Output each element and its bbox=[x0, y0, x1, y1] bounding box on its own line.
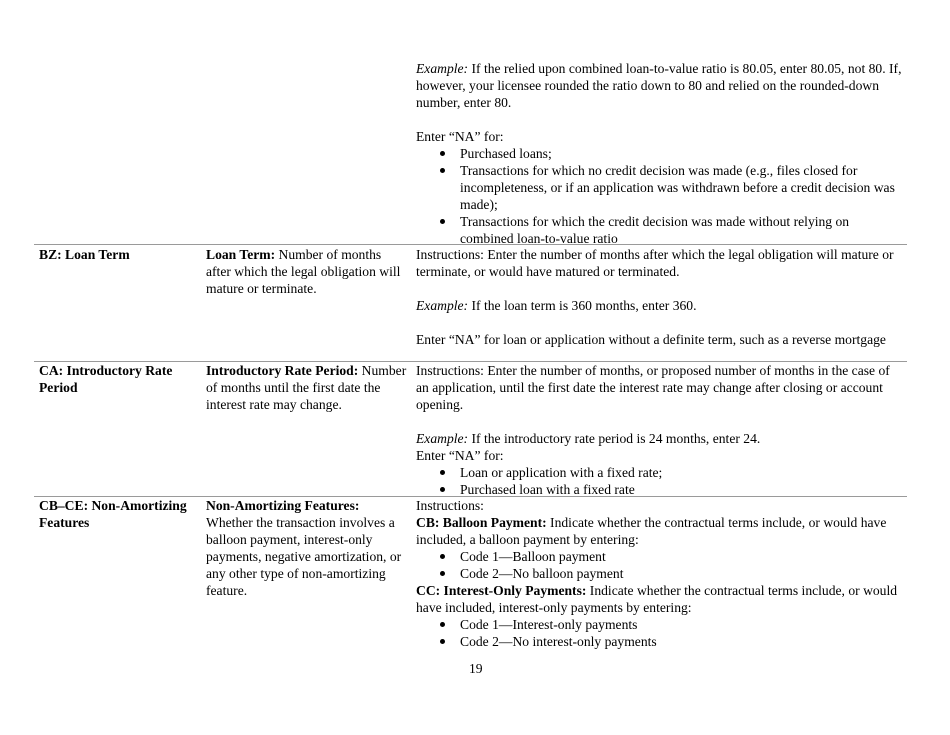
cltv-example: Example: If the relied upon combined loan-to-value ratio is 80.05, enter 80.05, not 80. If, however, your licensee rounded the ratio down to 80 and relied on the rounded-down number, enter 80. bbox=[416, 61, 902, 110]
na-intro: Enter “NA” for: bbox=[416, 129, 504, 144]
field-definition: Loan Term: Number of months after which the legal obligation will mature or terminate. bbox=[206, 247, 401, 296]
field-name: BZ: Loan Term bbox=[39, 247, 130, 262]
list-item: Purchased loans; bbox=[416, 145, 902, 162]
field-instructions: Instructions: Enter the number of months, or proposed number of months in the case of an application, until the first date the interest rate may change after closing or account opening. Example: If the introductory rate period is 24 months, enter 24. Enter “NA” for: Loan or application with a fixed rate; Purchased loan with a fixed rate bbox=[416, 362, 902, 498]
field-definition: Introductory Rate Period: Number of months until the first date the interest rate may change. bbox=[206, 363, 407, 412]
field-name: CA: Introductory Rate Period bbox=[39, 363, 173, 395]
list-item: Transactions for which no credit decision was made (e.g., files closed for incompleteness, or if an application was withdrawn before a credit decision was made); bbox=[416, 162, 902, 213]
balloon-payment: CB: Balloon Payment: Indicate whether the contractual terms include, or would have included, a balloon payment by entering: bbox=[416, 515, 887, 547]
interest-only-codes bbox=[416, 616, 902, 650]
list-item: Loan or application with a fixed rate; bbox=[416, 464, 902, 481]
list-item: Purchased loan with a fixed rate bbox=[416, 481, 902, 498]
list-item: Code 2—No balloon payment bbox=[416, 565, 902, 582]
example: Example: If the loan term is 360 months, enter 360. bbox=[416, 298, 697, 313]
field-name: CB–CE: Non-Amortizing Features bbox=[39, 498, 187, 530]
field-instructions: Instructions: CB: Balloon Payment: Indicate whether the contractual terms include, or would have included, a balloon payment by entering: Code 1—Balloon payment Code 2—No balloon payment CC: Interest-Only Payments: Indicate whether the contractual terms include, or would have included, interest-only payments by entering: Code 1—Interest-only payments Code 2—No interest-only payments bbox=[416, 497, 902, 650]
table-row bbox=[34, 244, 907, 362]
list-item: Code 1—Interest-only payments bbox=[416, 616, 902, 633]
na-list bbox=[416, 145, 902, 247]
interest-only-payments: CC: Interest-Only Payments: Indicate whether the contractual terms include, or would have included, interest-only payments by entering: bbox=[416, 583, 898, 615]
example: Example: If the introductory rate period is 24 months, enter 24. bbox=[416, 431, 761, 446]
table-row bbox=[34, 496, 907, 652]
list-item: Code 2—No interest-only payments bbox=[416, 633, 902, 650]
na-list bbox=[416, 464, 902, 498]
table-row bbox=[34, 361, 907, 497]
field-instructions: Instructions: Enter the number of months after which the legal obligation will mature or terminate, or would have matured or terminated. Example: If the loan term is 360 months, enter 360. Enter “NA” for loan or application without a definite term, such as a reverse mortgage bbox=[416, 246, 902, 348]
field-definition: Non-Amortizing Features: Whether the transaction involves a balloon payment, interest-only payments, negative amortization, or any other type of non-amortizing feature. bbox=[206, 498, 402, 598]
page-number: 19 bbox=[469, 661, 483, 676]
list-item: Transactions for which the credit decision was made without relying on combined loan-to-value ratio bbox=[416, 213, 902, 247]
continued-instructions bbox=[416, 60, 902, 247]
balloon-codes bbox=[416, 548, 902, 582]
list-item: Code 1—Balloon payment bbox=[416, 548, 902, 565]
